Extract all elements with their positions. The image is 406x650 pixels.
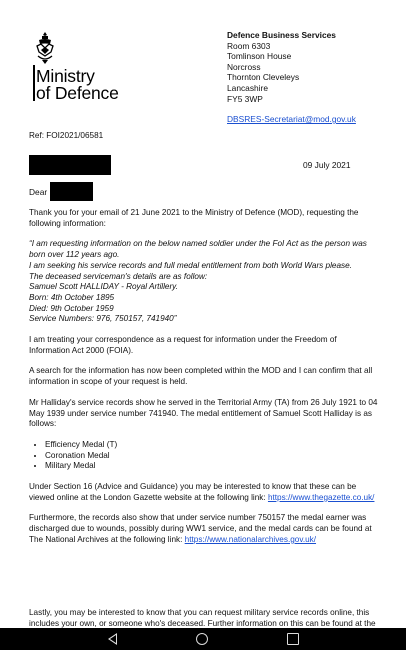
paragraph-intro: Thank you for your email of 21 June 2021 to the Ministry of Defence (MOD), requesting the following information: [29,208,359,228]
royal-crest-icon [33,30,57,70]
national-archives-link[interactable]: https://www.nationalarchives.gov.uk/ [184,534,317,544]
redacted-recipient-name [50,182,93,201]
logo-wordmark [36,68,119,102]
quote-line: I am seeking his service records and full medal entitlement from both World Wars please. [29,260,352,270]
mod-logo [33,30,128,105]
quote-line: Died: 9th October 1959 [29,303,114,313]
address-line: Room 6303 [227,40,271,51]
sender-address [227,30,336,104]
quote-line: Service Numbers: 976, 750157, 741940” [29,314,177,324]
logo-divider [33,65,35,101]
paragraph-service: Mr Halliday's service records show he served in the Territorial Army (TA) from 26 July 1921 to 04 May 1939 under service number 741940. The medal entitlement of Samuel Scott Halliday is as follows: [29,397,378,429]
letter-body [29,208,379,556]
medal-item: • Coronation Medal [45,451,379,462]
android-nav-bar [0,628,406,650]
reference-number: Ref: FOI2021/06581 [29,131,104,140]
home-circle-icon[interactable] [196,633,208,645]
salutation-text: Dear [29,187,48,197]
medal-item: • Efficiency Medal (T) [45,440,379,451]
paragraph-gazette [29,482,379,503]
logo-line-1: Ministry [36,66,95,86]
medal-item: • Military Medal [45,461,379,472]
address-line: FY5 3WP [227,93,263,104]
paragraph-search: A search for the information has now been completed within the MOD and I can confirm that all information in scope of your request is held. [29,366,373,387]
redacted-recipient-block [29,155,111,175]
letter-date: 09 July 2021 [303,160,351,170]
logo-line-2: of Defence [36,83,119,103]
sender-org: Defence Business Services [227,30,336,40]
gazette-text: Under Section 16 (Advice and Guidance) you may be interested to know that these can be viewed online at the London Gazette website at the following link: [29,482,357,502]
archives-text: Furthermore, the records also show that under service number 750157 the medal earner was discharged due to wounds, possibly during WW1 service, and the medal cards can be found at The National Archives at the following link: [29,513,372,544]
address-line: Lancashire [227,82,268,93]
request-quote [29,239,379,325]
medal-list [29,440,379,472]
gazette-link[interactable]: https://www.thegazette.co.uk/ [267,492,375,502]
quote-line: “I am requesting information on the below named soldier under the FoI Act as the person was born over 112 years ago. [29,239,367,260]
salutation [29,187,47,197]
sender-email-link[interactable]: DBSRES-Secretariat@mod.gov.uk [227,114,356,124]
address-line: Norcross [227,61,261,72]
address-line: Tomlinson House [227,51,292,62]
quote-line: The deceased serviceman's details are as follow: [29,271,208,281]
paragraph-foia: I am treating your correspondence as a request for information under the Freedom of Information Act 2000 (FOIA). [29,335,337,355]
recents-square-icon[interactable] [287,633,299,645]
quote-line: Samuel Scott HALLIDAY - Royal Artillery. [29,282,178,292]
paragraph-archives [29,513,379,545]
quote-line: Born: 4th October 1895 [29,292,115,302]
address-line: Thornton Cleveleys [227,72,300,83]
paragraph-lastly: Lastly, you may be interested to know that you can request military service records online, this includes your own, or someone who's deceased. Further information on this can be found at the [29,608,376,628]
